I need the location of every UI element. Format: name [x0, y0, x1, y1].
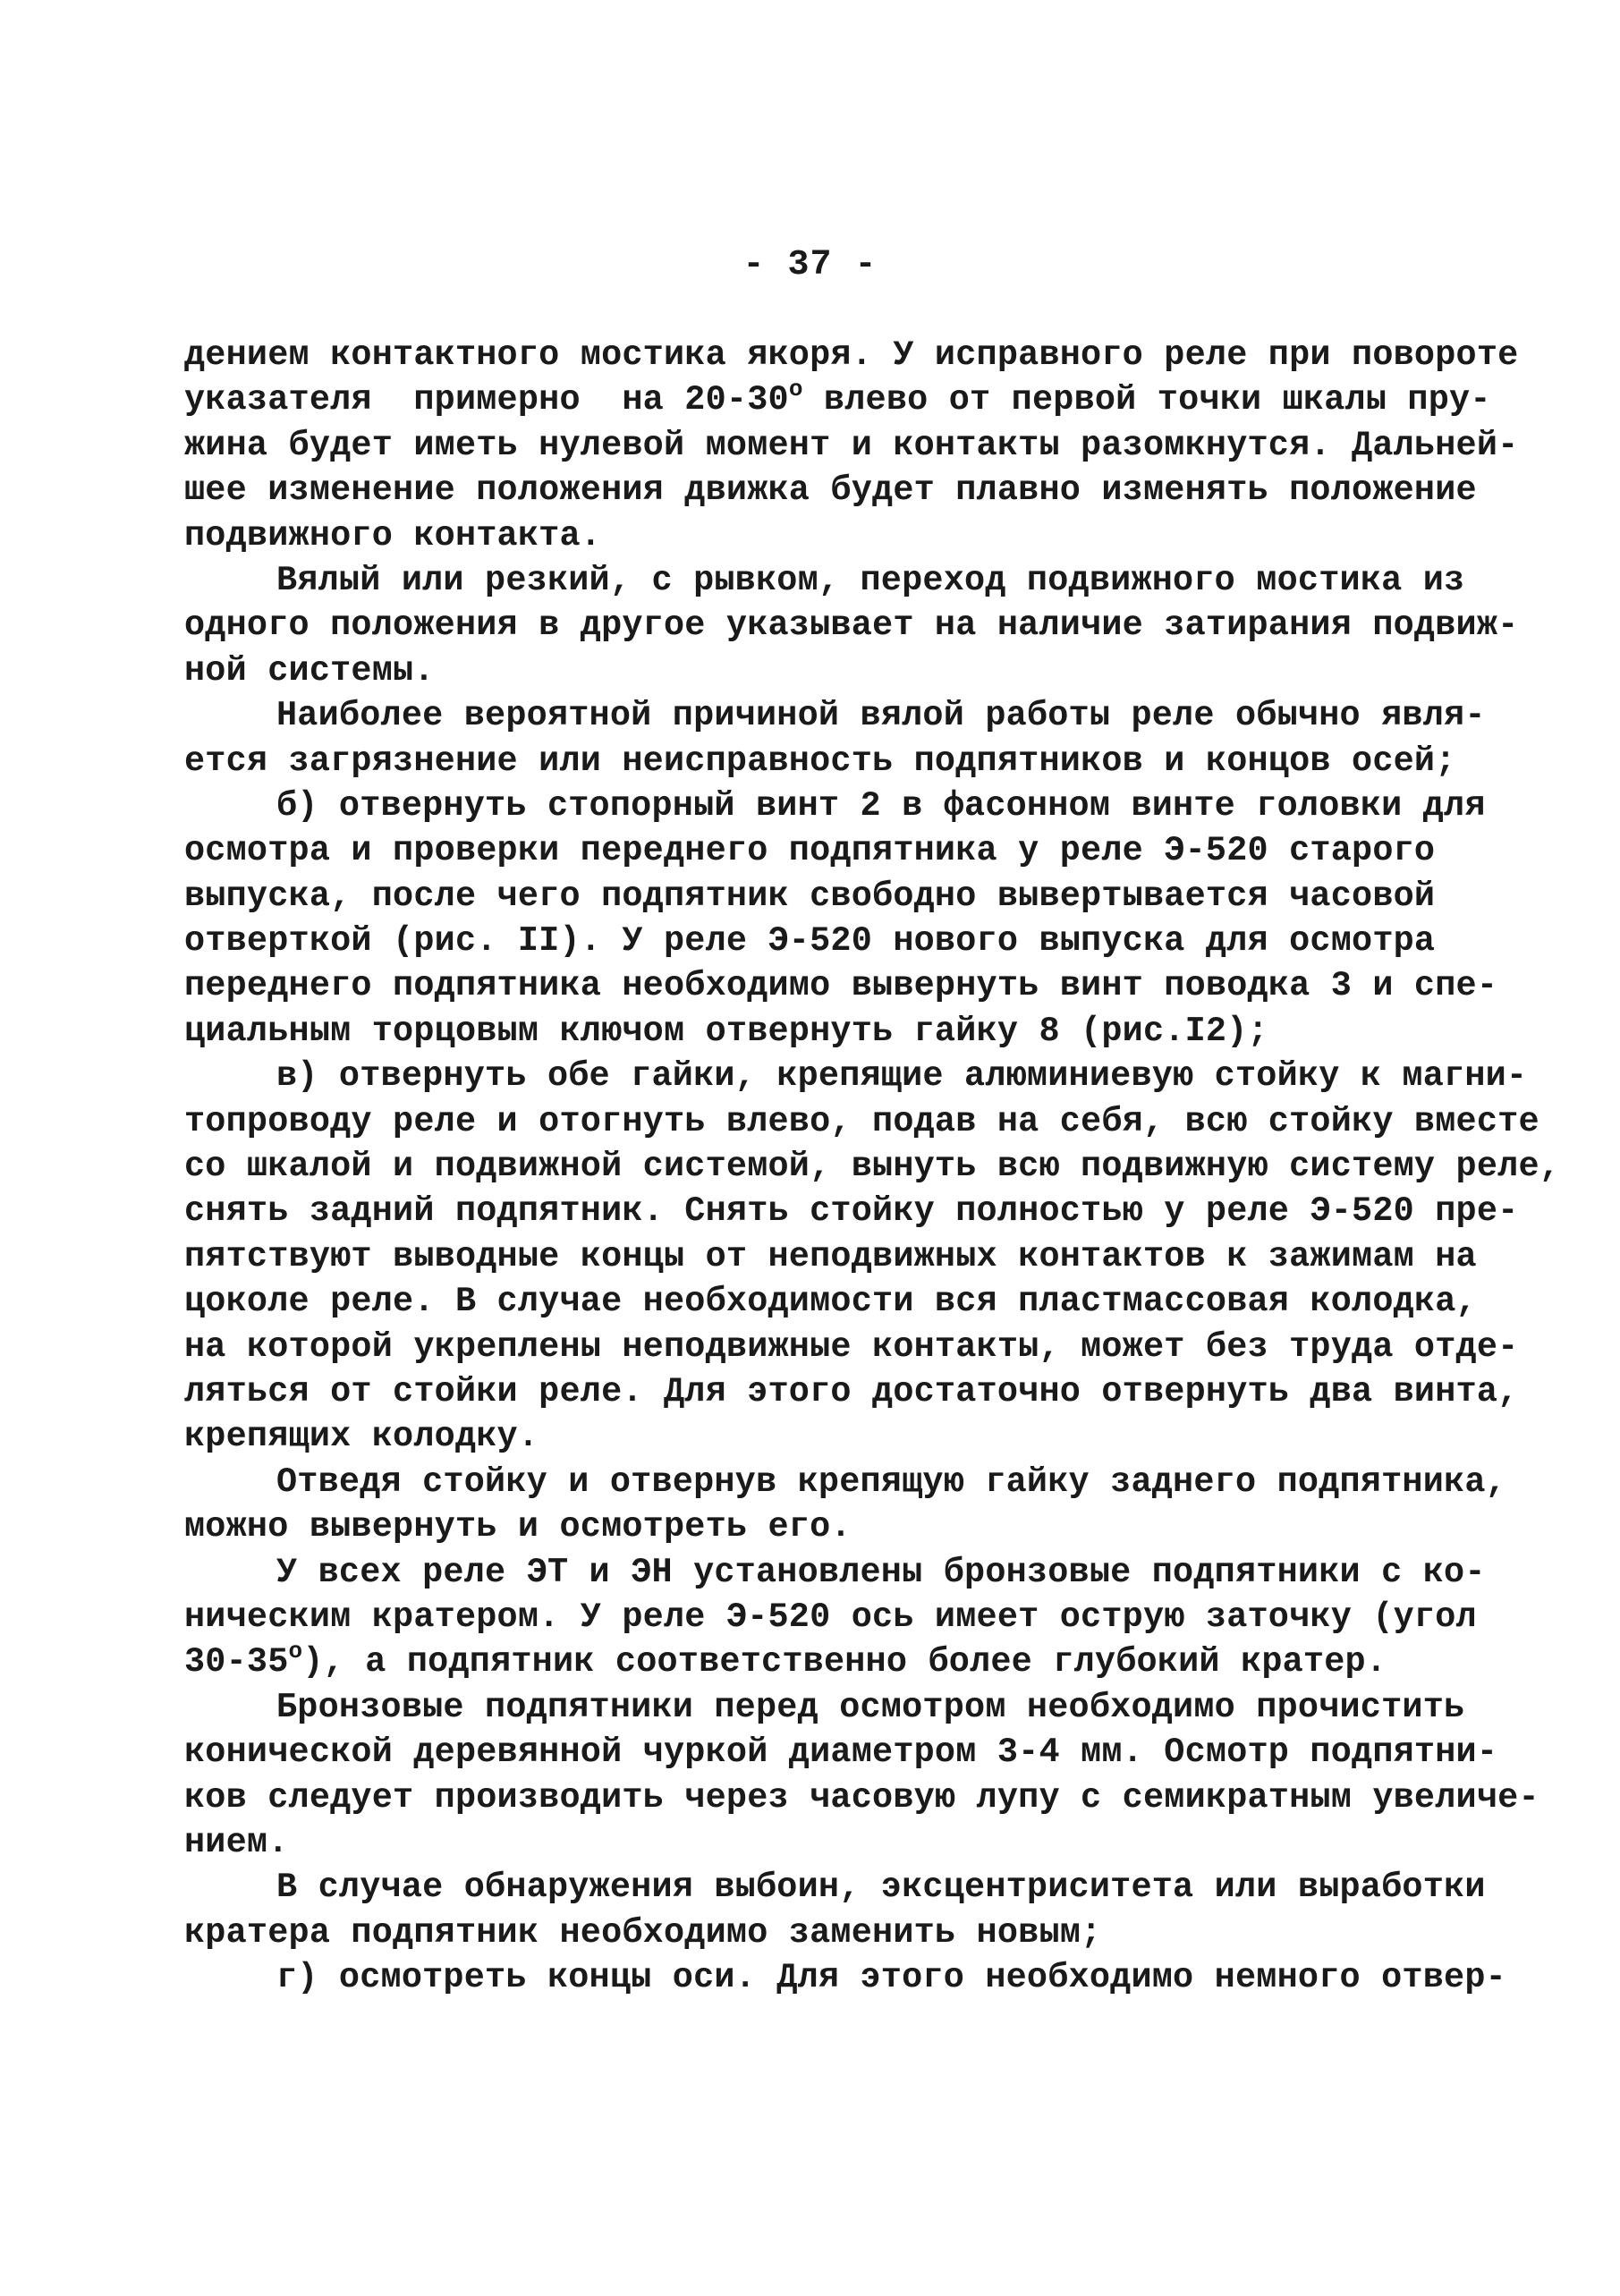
text-line: Бронзовые подпятники перед осмотром необходимо прочистить [276, 1687, 1465, 1727]
text-line: У всех реле ЭТ и ЭН установлены бронзовые подпятники с ко- [276, 1552, 1486, 1592]
degree-superscript: о [288, 1637, 303, 1665]
text-line: пятствуют выводные концы от неподвижных контактов к зажимам на [184, 1236, 1477, 1276]
text-line: выпуска, после чего подпятник свободно вывертывается часовой [184, 876, 1436, 916]
paragraph-7 [184, 1550, 1486, 1685]
paragraph-9 [184, 1865, 1486, 1955]
text-line: Вялый или резкий, с рывком, переход подвижного мостика из [276, 560, 1465, 600]
paragraph-6 [184, 1460, 1506, 1550]
text-line: переднего подпятника необходимо вывернуть винт поводка 3 и спе- [184, 966, 1498, 1006]
text-line: кратера подпятник необходимо заменить новым; [184, 1912, 1102, 1953]
paragraph-2 [184, 558, 1519, 693]
text-line: цоколе реле. В случае необходимости вся пластмассовая колодка, [184, 1282, 1477, 1322]
text-line: ков следует производить через часовую лупу с семикратным увеличе- [184, 1777, 1539, 1817]
paragraph-1 [184, 333, 1519, 558]
text-fragment: ), а подпятник соответственно более глубокий кратер. [302, 1642, 1387, 1682]
body-text [184, 333, 1561, 2000]
text-line: Отведя стойку и отвернув крепящую гайку заднего подпятника, [276, 1461, 1506, 1502]
paragraph-5 [184, 1054, 1561, 1460]
paragraph-3 [184, 693, 1486, 784]
text-line: шее изменение положения движка будет плавно изменять положение [184, 470, 1477, 511]
text-line: циальным торцовым ключом отвернуть гайку 8 (рис.I2); [184, 1011, 1268, 1051]
text-fragment: 30-35 [184, 1642, 289, 1682]
text-line: можно вывернуть и осмотреть его. [184, 1507, 852, 1547]
text-line: подвижного контакта. [184, 515, 602, 555]
text-line: ническим кратером. У реле Э-520 ось имеет острую заточку (угол [184, 1597, 1477, 1637]
page-number: - 37 - [742, 245, 878, 285]
text-line: г) осмотреть концы оси. Для этого необходимо немного отвер- [276, 1958, 1506, 1998]
text-line: б) отвернуть стопорный винт 2 в фасонном винте головки для [276, 785, 1486, 826]
paragraph-10 [184, 1955, 1506, 2000]
text-fragment: указателя примерно на 20-30 [184, 380, 789, 420]
paragraph-4 [184, 784, 1498, 1054]
text-line [184, 375, 1491, 422]
text-line: В случае обнаружения выбоин, эксцентриситета или выработки [276, 1868, 1486, 1908]
text-line: со шкалой и подвижной системой, вынуть всю подвижную систему реле, [184, 1147, 1561, 1187]
text-line [184, 1637, 1387, 1684]
text-line: ной системы. [184, 650, 435, 690]
text-line: на которой укреплены неподвижные контакты, может без труда отде- [184, 1326, 1519, 1367]
text-line: Наиболее вероятной причиной вялой работы реле обычно явля- [276, 696, 1486, 736]
text-line: жина будет иметь нулевой момент и контакты разомкнутся. Дальней- [184, 425, 1519, 465]
text-line: дением контактного мостика якоря. У исправного реле при повороте [184, 335, 1519, 375]
text-line: в) отвернуть обе гайки, крепящие алюминиевую стойку к магни- [276, 1056, 1528, 1097]
text-line: одного положения в другое указывает на наличие затирания подвиж- [184, 606, 1519, 646]
degree-superscript: о [788, 375, 803, 402]
text-line: осмотра и проверки переднего подпятника у реле Э-520 старого [184, 831, 1436, 871]
text-line: крепящих колодку. [184, 1417, 539, 1457]
text-line: нием. [184, 1822, 289, 1862]
text-line: ляться от стойки реле. Для этого достаточно отвернуть два винта, [184, 1371, 1519, 1411]
text-line: ется загрязнение или неисправность подпятников и концов осей; [184, 741, 1456, 781]
text-line: конической деревянной чуркой диаметром 3-4 мм. Осмотр подпятни- [184, 1733, 1498, 1773]
text-line: отверткой (рис. II). У реле Э-520 нового выпуска для осмотра [184, 921, 1436, 962]
text-line: снять задний подпятник. Снять стойку полностью у реле Э-520 пре- [184, 1191, 1519, 1232]
text-fragment: влево от первой точки шкалы пру- [802, 380, 1491, 420]
paragraph-8 [184, 1685, 1539, 1866]
text-line: топроводу реле и отогнуть влево, подав на себя, всю стойку вместе [184, 1101, 1539, 1141]
